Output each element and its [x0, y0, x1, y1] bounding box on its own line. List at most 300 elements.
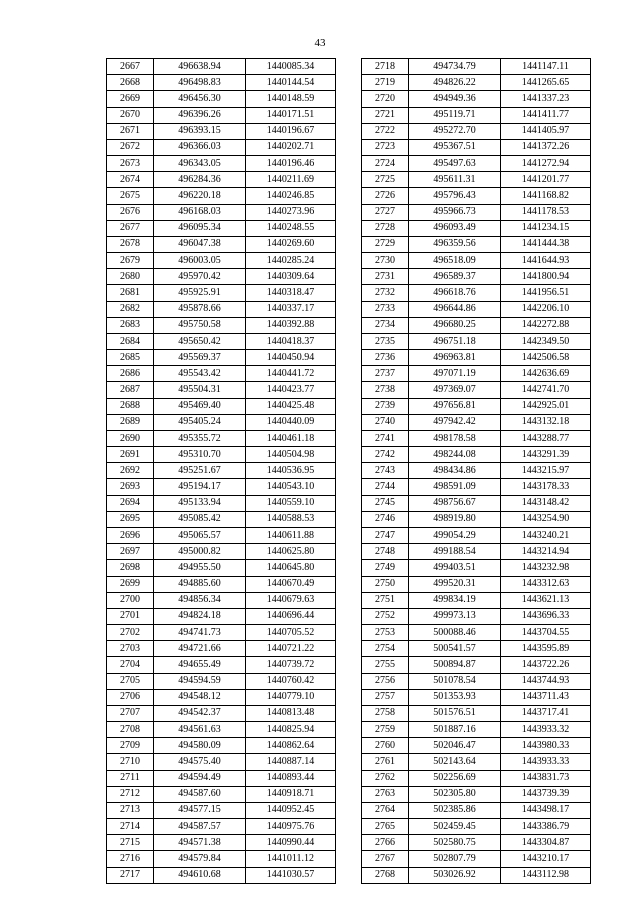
table-row: [107, 139, 336, 155]
x-coordinate-cell: 495310.70: [154, 447, 246, 463]
x-coordinate-cell: 498178.58: [409, 430, 501, 446]
table-row: [107, 673, 336, 689]
point-number-cell: 2703: [107, 641, 154, 657]
table-row: [362, 786, 591, 802]
coordinates-table-left: [106, 58, 336, 884]
point-number-cell: 2692: [107, 463, 154, 479]
point-number-cell: 2676: [107, 204, 154, 220]
table-row: [107, 738, 336, 754]
x-coordinate-cell: 501353.93: [409, 689, 501, 705]
table-row: [362, 463, 591, 479]
point-number-cell: 2712: [107, 786, 154, 802]
table-row: [362, 819, 591, 835]
point-number-cell: 2724: [362, 156, 409, 172]
x-coordinate-cell: 495796.43: [409, 188, 501, 204]
x-coordinate-cell: 495504.31: [154, 382, 246, 398]
y-coordinate-cell: 1440392.88: [246, 317, 336, 333]
point-number-cell: 2745: [362, 495, 409, 511]
point-number-cell: 2736: [362, 350, 409, 366]
x-coordinate-cell: 495569.37: [154, 350, 246, 366]
point-number-cell: 2709: [107, 738, 154, 754]
x-coordinate-cell: 499973.13: [409, 608, 501, 624]
point-number-cell: 2722: [362, 123, 409, 139]
y-coordinate-cell: 1443933.33: [501, 754, 591, 770]
point-number-cell: 2705: [107, 673, 154, 689]
x-coordinate-cell: 495469.40: [154, 398, 246, 414]
table-row: [107, 722, 336, 738]
point-number-cell: 2734: [362, 317, 409, 333]
point-number-cell: 2674: [107, 172, 154, 188]
y-coordinate-cell: 1443933.32: [501, 722, 591, 738]
x-coordinate-cell: 495966.73: [409, 204, 501, 220]
y-coordinate-cell: 1440441.72: [246, 366, 336, 382]
y-coordinate-cell: 1441800.94: [501, 269, 591, 285]
y-coordinate-cell: 1440760.42: [246, 673, 336, 689]
x-coordinate-cell: 500541.57: [409, 641, 501, 657]
y-coordinate-cell: 1440779.10: [246, 689, 336, 705]
y-coordinate-cell: 1443240.21: [501, 527, 591, 543]
point-number-cell: 2747: [362, 527, 409, 543]
table-row: [362, 301, 591, 317]
point-number-cell: 2714: [107, 819, 154, 835]
table-row: [107, 285, 336, 301]
point-number-cell: 2721: [362, 107, 409, 123]
y-coordinate-cell: 1443148.42: [501, 495, 591, 511]
x-coordinate-cell: 495355.72: [154, 430, 246, 446]
table-row: [362, 625, 591, 641]
y-coordinate-cell: 1443215.97: [501, 463, 591, 479]
point-number-cell: 2682: [107, 301, 154, 317]
x-coordinate-cell: 495405.24: [154, 414, 246, 430]
point-number-cell: 2680: [107, 269, 154, 285]
table-row: [362, 366, 591, 382]
x-coordinate-cell: 495000.82: [154, 544, 246, 560]
point-number-cell: 2668: [107, 75, 154, 91]
table-row: [107, 754, 336, 770]
x-coordinate-cell: 496284.36: [154, 172, 246, 188]
x-coordinate-cell: 496963.81: [409, 350, 501, 366]
x-coordinate-cell: 494856.34: [154, 592, 246, 608]
point-number-cell: 2678: [107, 236, 154, 252]
y-coordinate-cell: 1440536.95: [246, 463, 336, 479]
x-coordinate-cell: 494949.36: [409, 91, 501, 107]
y-coordinate-cell: 1440721.22: [246, 641, 336, 657]
table-row: [362, 285, 591, 301]
table-row: [107, 608, 336, 624]
x-coordinate-cell: 495925.91: [154, 285, 246, 301]
table-row: [107, 301, 336, 317]
point-number-cell: 2731: [362, 269, 409, 285]
point-number-cell: 2755: [362, 657, 409, 673]
x-coordinate-cell: 496644.86: [409, 301, 501, 317]
point-number-cell: 2696: [107, 527, 154, 543]
x-coordinate-cell: 502143.64: [409, 754, 501, 770]
x-coordinate-cell: 494594.59: [154, 673, 246, 689]
table-row: [362, 527, 591, 543]
y-coordinate-cell: 1440423.77: [246, 382, 336, 398]
table-row: [107, 819, 336, 835]
point-number-cell: 2743: [362, 463, 409, 479]
table-row: [362, 802, 591, 818]
y-coordinate-cell: 1443696.33: [501, 608, 591, 624]
table-row: [362, 398, 591, 414]
table-row: [107, 641, 336, 657]
table-row: [107, 414, 336, 430]
table-row: [107, 350, 336, 366]
x-coordinate-cell: 498756.67: [409, 495, 501, 511]
y-coordinate-cell: 1442349.50: [501, 333, 591, 349]
x-coordinate-cell: 494594.49: [154, 770, 246, 786]
table-row: [107, 689, 336, 705]
point-number-cell: 2725: [362, 172, 409, 188]
y-coordinate-cell: 1440318.47: [246, 285, 336, 301]
y-coordinate-cell: 1443704.55: [501, 625, 591, 641]
x-coordinate-cell: 495611.31: [409, 172, 501, 188]
point-number-cell: 2689: [107, 414, 154, 430]
point-number-cell: 2738: [362, 382, 409, 398]
point-number-cell: 2698: [107, 560, 154, 576]
y-coordinate-cell: 1443621.13: [501, 592, 591, 608]
x-coordinate-cell: 500088.46: [409, 625, 501, 641]
x-coordinate-cell: 496393.15: [154, 123, 246, 139]
point-number-cell: 2715: [107, 835, 154, 851]
point-number-cell: 2718: [362, 59, 409, 75]
table-row: [107, 253, 336, 269]
y-coordinate-cell: 1443717.41: [501, 705, 591, 721]
y-coordinate-cell: 1440285.24: [246, 253, 336, 269]
x-coordinate-cell: 496680.25: [409, 317, 501, 333]
y-coordinate-cell: 1440144.54: [246, 75, 336, 91]
point-number-cell: 2756: [362, 673, 409, 689]
table-row: [362, 253, 591, 269]
point-number-cell: 2702: [107, 625, 154, 641]
x-coordinate-cell: 499520.31: [409, 576, 501, 592]
point-number-cell: 2684: [107, 333, 154, 349]
point-number-cell: 2686: [107, 366, 154, 382]
point-number-cell: 2766: [362, 835, 409, 851]
x-coordinate-cell: 496456.30: [154, 91, 246, 107]
y-coordinate-cell: 1443386.79: [501, 819, 591, 835]
x-coordinate-cell: 498434.86: [409, 463, 501, 479]
x-coordinate-cell: 499403.51: [409, 560, 501, 576]
point-number-cell: 2753: [362, 625, 409, 641]
y-coordinate-cell: 1441444.38: [501, 236, 591, 252]
point-number-cell: 2717: [107, 867, 154, 883]
point-number-cell: 2746: [362, 511, 409, 527]
table-row: [362, 156, 591, 172]
table-row: [107, 91, 336, 107]
y-coordinate-cell: 1440705.52: [246, 625, 336, 641]
y-coordinate-cell: 1440148.59: [246, 91, 336, 107]
y-coordinate-cell: 1440085.34: [246, 59, 336, 75]
point-number-cell: 2690: [107, 430, 154, 446]
x-coordinate-cell: 496518.09: [409, 253, 501, 269]
x-coordinate-cell: 494587.57: [154, 819, 246, 835]
point-number-cell: 2688: [107, 398, 154, 414]
x-coordinate-cell: 494741.73: [154, 625, 246, 641]
x-coordinate-cell: 502305.80: [409, 786, 501, 802]
x-coordinate-cell: 494610.68: [154, 867, 246, 883]
table-row: [107, 107, 336, 123]
table-row: [107, 317, 336, 333]
point-number-cell: 2741: [362, 430, 409, 446]
point-number-cell: 2713: [107, 802, 154, 818]
point-number-cell: 2735: [362, 333, 409, 349]
table-row: [362, 91, 591, 107]
table-row: [362, 123, 591, 139]
x-coordinate-cell: 494579.84: [154, 851, 246, 867]
y-coordinate-cell: 1440461.18: [246, 430, 336, 446]
x-coordinate-cell: 501576.51: [409, 705, 501, 721]
point-number-cell: 2764: [362, 802, 409, 818]
point-number-cell: 2667: [107, 59, 154, 75]
table-row: [362, 673, 591, 689]
table-row: [107, 366, 336, 382]
y-coordinate-cell: 1440893.44: [246, 770, 336, 786]
point-number-cell: 2679: [107, 253, 154, 269]
table-row: [362, 835, 591, 851]
table-row: [362, 722, 591, 738]
table-row: [362, 350, 591, 366]
table-row: [362, 495, 591, 511]
point-number-cell: 2677: [107, 220, 154, 236]
x-coordinate-cell: 497942.42: [409, 414, 501, 430]
y-coordinate-cell: 1443132.18: [501, 414, 591, 430]
point-number-cell: 2740: [362, 414, 409, 430]
point-number-cell: 2708: [107, 722, 154, 738]
x-coordinate-cell: 496618.76: [409, 285, 501, 301]
x-coordinate-cell: 495750.58: [154, 317, 246, 333]
point-number-cell: 2687: [107, 382, 154, 398]
x-coordinate-cell: 496047.38: [154, 236, 246, 252]
x-coordinate-cell: 495970.42: [154, 269, 246, 285]
x-coordinate-cell: 495272.70: [409, 123, 501, 139]
table-row: [362, 657, 591, 673]
table-row: [362, 269, 591, 285]
point-number-cell: 2719: [362, 75, 409, 91]
y-coordinate-cell: 1442636.69: [501, 366, 591, 382]
y-coordinate-cell: 1440679.63: [246, 592, 336, 608]
x-coordinate-cell: 494571.38: [154, 835, 246, 851]
y-coordinate-cell: 1443711.43: [501, 689, 591, 705]
point-number-cell: 2671: [107, 123, 154, 139]
x-coordinate-cell: 499054.29: [409, 527, 501, 543]
point-number-cell: 2669: [107, 91, 154, 107]
point-number-cell: 2739: [362, 398, 409, 414]
point-number-cell: 2683: [107, 317, 154, 333]
point-number-cell: 2733: [362, 301, 409, 317]
x-coordinate-cell: 495251.67: [154, 463, 246, 479]
y-coordinate-cell: 1440887.14: [246, 754, 336, 770]
point-number-cell: 2701: [107, 608, 154, 624]
y-coordinate-cell: 1440952.45: [246, 802, 336, 818]
table-row: [362, 333, 591, 349]
table-row: [362, 738, 591, 754]
table-row: [107, 511, 336, 527]
table-row: [362, 382, 591, 398]
point-number-cell: 2699: [107, 576, 154, 592]
y-coordinate-cell: 1440739.72: [246, 657, 336, 673]
table-row: [107, 220, 336, 236]
y-coordinate-cell: 1440918.71: [246, 786, 336, 802]
y-coordinate-cell: 1440825.94: [246, 722, 336, 738]
x-coordinate-cell: 500894.87: [409, 657, 501, 673]
table-row: [107, 269, 336, 285]
x-coordinate-cell: 502580.75: [409, 835, 501, 851]
x-coordinate-cell: 502459.45: [409, 819, 501, 835]
y-coordinate-cell: 1441411.77: [501, 107, 591, 123]
x-coordinate-cell: 499188.54: [409, 544, 501, 560]
y-coordinate-cell: 1440171.51: [246, 107, 336, 123]
table-row: [107, 770, 336, 786]
table-row: [362, 544, 591, 560]
y-coordinate-cell: 1440211.69: [246, 172, 336, 188]
point-number-cell: 2700: [107, 592, 154, 608]
y-coordinate-cell: 1443744.93: [501, 673, 591, 689]
point-number-cell: 2707: [107, 705, 154, 721]
y-coordinate-cell: 1440202.71: [246, 139, 336, 155]
point-number-cell: 2729: [362, 236, 409, 252]
y-coordinate-cell: 1441956.51: [501, 285, 591, 301]
y-coordinate-cell: 1441011.12: [246, 851, 336, 867]
table-row: [107, 123, 336, 139]
table-row: [107, 495, 336, 511]
x-coordinate-cell: 495543.42: [154, 366, 246, 382]
y-coordinate-cell: 1440425.48: [246, 398, 336, 414]
y-coordinate-cell: 1441337.23: [501, 91, 591, 107]
point-number-cell: 2759: [362, 722, 409, 738]
table-row: [107, 544, 336, 560]
y-coordinate-cell: 1440450.94: [246, 350, 336, 366]
y-coordinate-cell: 1440611.88: [246, 527, 336, 543]
point-number-cell: 2710: [107, 754, 154, 770]
point-number-cell: 2675: [107, 188, 154, 204]
point-number-cell: 2691: [107, 447, 154, 463]
y-coordinate-cell: 1441030.57: [246, 867, 336, 883]
x-coordinate-cell: 494826.22: [409, 75, 501, 91]
x-coordinate-cell: 495194.17: [154, 479, 246, 495]
table-row: [362, 236, 591, 252]
table-row: [107, 705, 336, 721]
y-coordinate-cell: 1443498.17: [501, 802, 591, 818]
y-coordinate-cell: 1440696.44: [246, 608, 336, 624]
table-row: [107, 430, 336, 446]
x-coordinate-cell: 501887.16: [409, 722, 501, 738]
y-coordinate-cell: 1440588.53: [246, 511, 336, 527]
y-coordinate-cell: 1443831.73: [501, 770, 591, 786]
y-coordinate-cell: 1440337.17: [246, 301, 336, 317]
x-coordinate-cell: 497369.07: [409, 382, 501, 398]
y-coordinate-cell: 1440504.98: [246, 447, 336, 463]
point-number-cell: 2763: [362, 786, 409, 802]
point-number-cell: 2750: [362, 576, 409, 592]
point-number-cell: 2711: [107, 770, 154, 786]
point-number-cell: 2728: [362, 220, 409, 236]
table-row: [362, 576, 591, 592]
point-number-cell: 2752: [362, 608, 409, 624]
point-number-cell: 2685: [107, 350, 154, 366]
table-row: [362, 414, 591, 430]
y-coordinate-cell: 1443312.63: [501, 576, 591, 592]
y-coordinate-cell: 1442925.01: [501, 398, 591, 414]
x-coordinate-cell: 494824.18: [154, 608, 246, 624]
point-number-cell: 2758: [362, 705, 409, 721]
table-row: [107, 156, 336, 172]
point-number-cell: 2681: [107, 285, 154, 301]
x-coordinate-cell: 496343.05: [154, 156, 246, 172]
y-coordinate-cell: 1443291.39: [501, 447, 591, 463]
x-coordinate-cell: 495065.57: [154, 527, 246, 543]
point-number-cell: 2760: [362, 738, 409, 754]
y-coordinate-cell: 1443210.17: [501, 851, 591, 867]
table-row: [362, 59, 591, 75]
point-number-cell: 2761: [362, 754, 409, 770]
point-number-cell: 2767: [362, 851, 409, 867]
x-coordinate-cell: 495650.42: [154, 333, 246, 349]
point-number-cell: 2742: [362, 447, 409, 463]
table-row: [362, 689, 591, 705]
point-number-cell: 2720: [362, 91, 409, 107]
point-number-cell: 2751: [362, 592, 409, 608]
y-coordinate-cell: 1440196.46: [246, 156, 336, 172]
y-coordinate-cell: 1441272.94: [501, 156, 591, 172]
x-coordinate-cell: 494721.66: [154, 641, 246, 657]
table-row: [107, 479, 336, 495]
table-row: [362, 430, 591, 446]
x-coordinate-cell: 498919.80: [409, 511, 501, 527]
y-coordinate-cell: 1440543.10: [246, 479, 336, 495]
y-coordinate-cell: 1442206.10: [501, 301, 591, 317]
x-coordinate-cell: 501078.54: [409, 673, 501, 689]
y-coordinate-cell: 1440645.80: [246, 560, 336, 576]
point-number-cell: 2672: [107, 139, 154, 155]
table-row: [107, 560, 336, 576]
y-coordinate-cell: 1440990.44: [246, 835, 336, 851]
y-coordinate-cell: 1440625.80: [246, 544, 336, 560]
point-number-cell: 2704: [107, 657, 154, 673]
table-row: [107, 172, 336, 188]
y-coordinate-cell: 1440246.85: [246, 188, 336, 204]
x-coordinate-cell: 496003.05: [154, 253, 246, 269]
y-coordinate-cell: 1442506.58: [501, 350, 591, 366]
point-number-cell: 2757: [362, 689, 409, 705]
x-coordinate-cell: 497656.81: [409, 398, 501, 414]
y-coordinate-cell: 1441372.26: [501, 139, 591, 155]
y-coordinate-cell: 1441178.53: [501, 204, 591, 220]
table-row: [107, 204, 336, 220]
x-coordinate-cell: 496359.56: [409, 236, 501, 252]
table-row: [362, 220, 591, 236]
table-row: [362, 511, 591, 527]
x-coordinate-cell: 502046.47: [409, 738, 501, 754]
x-coordinate-cell: 496095.34: [154, 220, 246, 236]
table-row: [362, 608, 591, 624]
table-row: [362, 479, 591, 495]
point-number-cell: 2695: [107, 511, 154, 527]
y-coordinate-cell: 1443178.33: [501, 479, 591, 495]
point-number-cell: 2697: [107, 544, 154, 560]
point-number-cell: 2737: [362, 366, 409, 382]
table-row: [362, 317, 591, 333]
y-coordinate-cell: 1442741.70: [501, 382, 591, 398]
table-row: [362, 705, 591, 721]
table-row: [107, 463, 336, 479]
y-coordinate-cell: 1443980.33: [501, 738, 591, 754]
y-coordinate-cell: 1440670.49: [246, 576, 336, 592]
y-coordinate-cell: 1440975.76: [246, 819, 336, 835]
y-coordinate-cell: 1440440.09: [246, 414, 336, 430]
x-coordinate-cell: 495497.63: [409, 156, 501, 172]
